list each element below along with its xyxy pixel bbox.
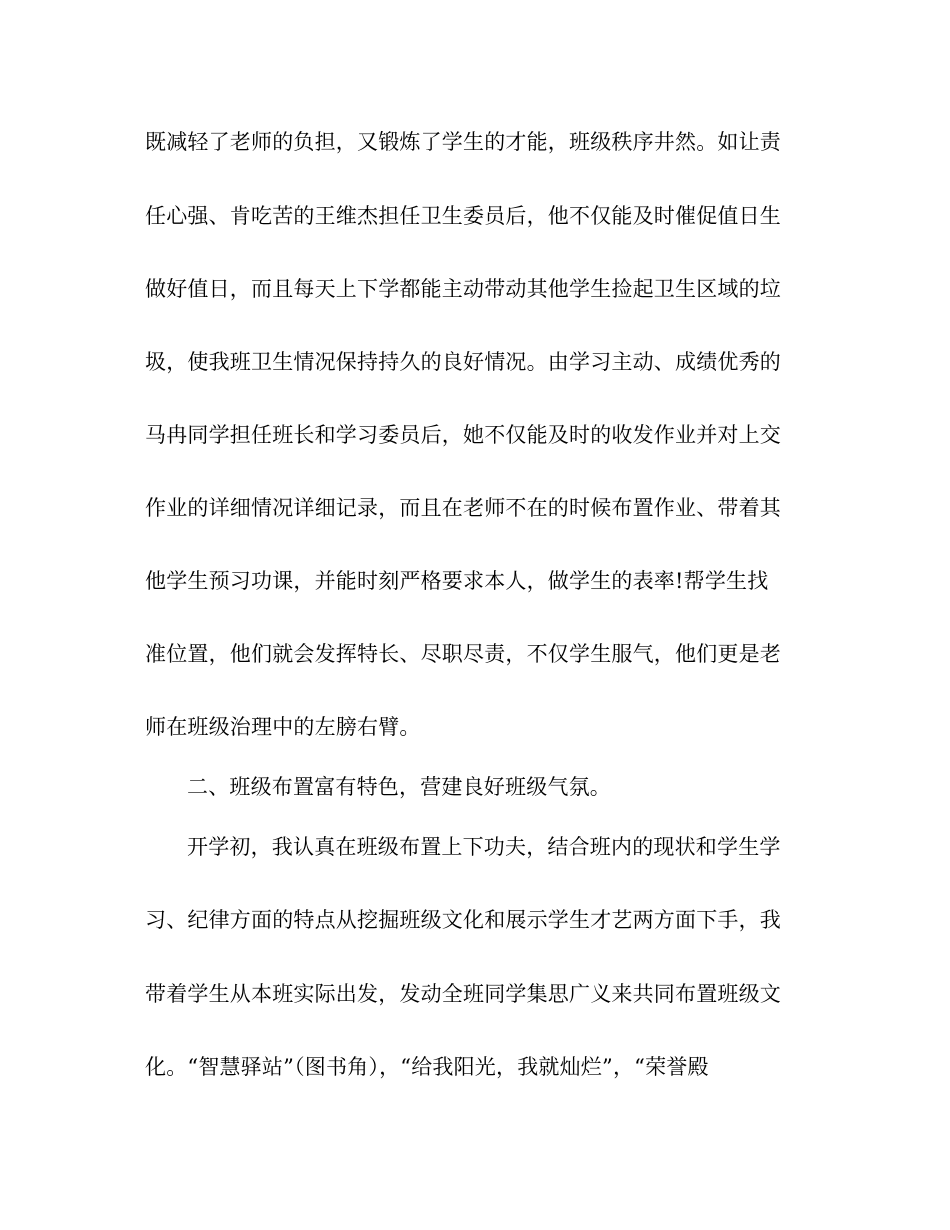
text-line: 习、纪律方面的特点从挖掘班级文化和展示学生才艺两方面下手，我 <box>145 908 781 932</box>
text-line: 做好值日，而且每天上下学都能主动带动其他学生捡起卫生区域的垃 <box>145 277 781 301</box>
section-heading: 二、班级布置富有特色，营建良好班级气氛。 <box>187 775 611 799</box>
text-line: 马冉同学担任班长和学习委员后，她不仅能及时的收发作业并对上交 <box>145 423 781 447</box>
text-line: 师在班级治理中的左膀右臂。 <box>145 715 421 739</box>
text-line: 任心强、肯吃苦的王维杰担任卫生委员后，他不仅能及时催促值日生 <box>145 204 781 228</box>
text-line: 开学初，我认真在班级布置上下功夫，结合班内的现状和学生学 <box>187 835 781 859</box>
text-line: 化。“智慧驿站”（图书角），“给我阳光，我就灿烂”，“荣誉殿 <box>145 1055 709 1079</box>
text-line: 准位置，他们就会发挥特长、尽职尽责，不仅学生服气，他们更是老 <box>145 642 781 666</box>
text-line: 作业的详细情况详细记录，而且在老师不在的时候布置作业、带着其 <box>145 496 781 520</box>
text-line: 圾，使我班卫生情况保持持久的良好情况。由学习主动、成绩优秀的 <box>145 350 781 374</box>
text-line: 既减轻了老师的负担，又锻炼了学生的才能，班级秩序井然。如让责 <box>145 130 781 154</box>
text-line: 他学生预习功课，并能时刻严格要求本人，做学生的表率!帮学生找 <box>145 569 769 593</box>
text-line: 带着学生从本班实际出发，发动全班同学集思广义来共同布置班级文 <box>145 982 781 1006</box>
